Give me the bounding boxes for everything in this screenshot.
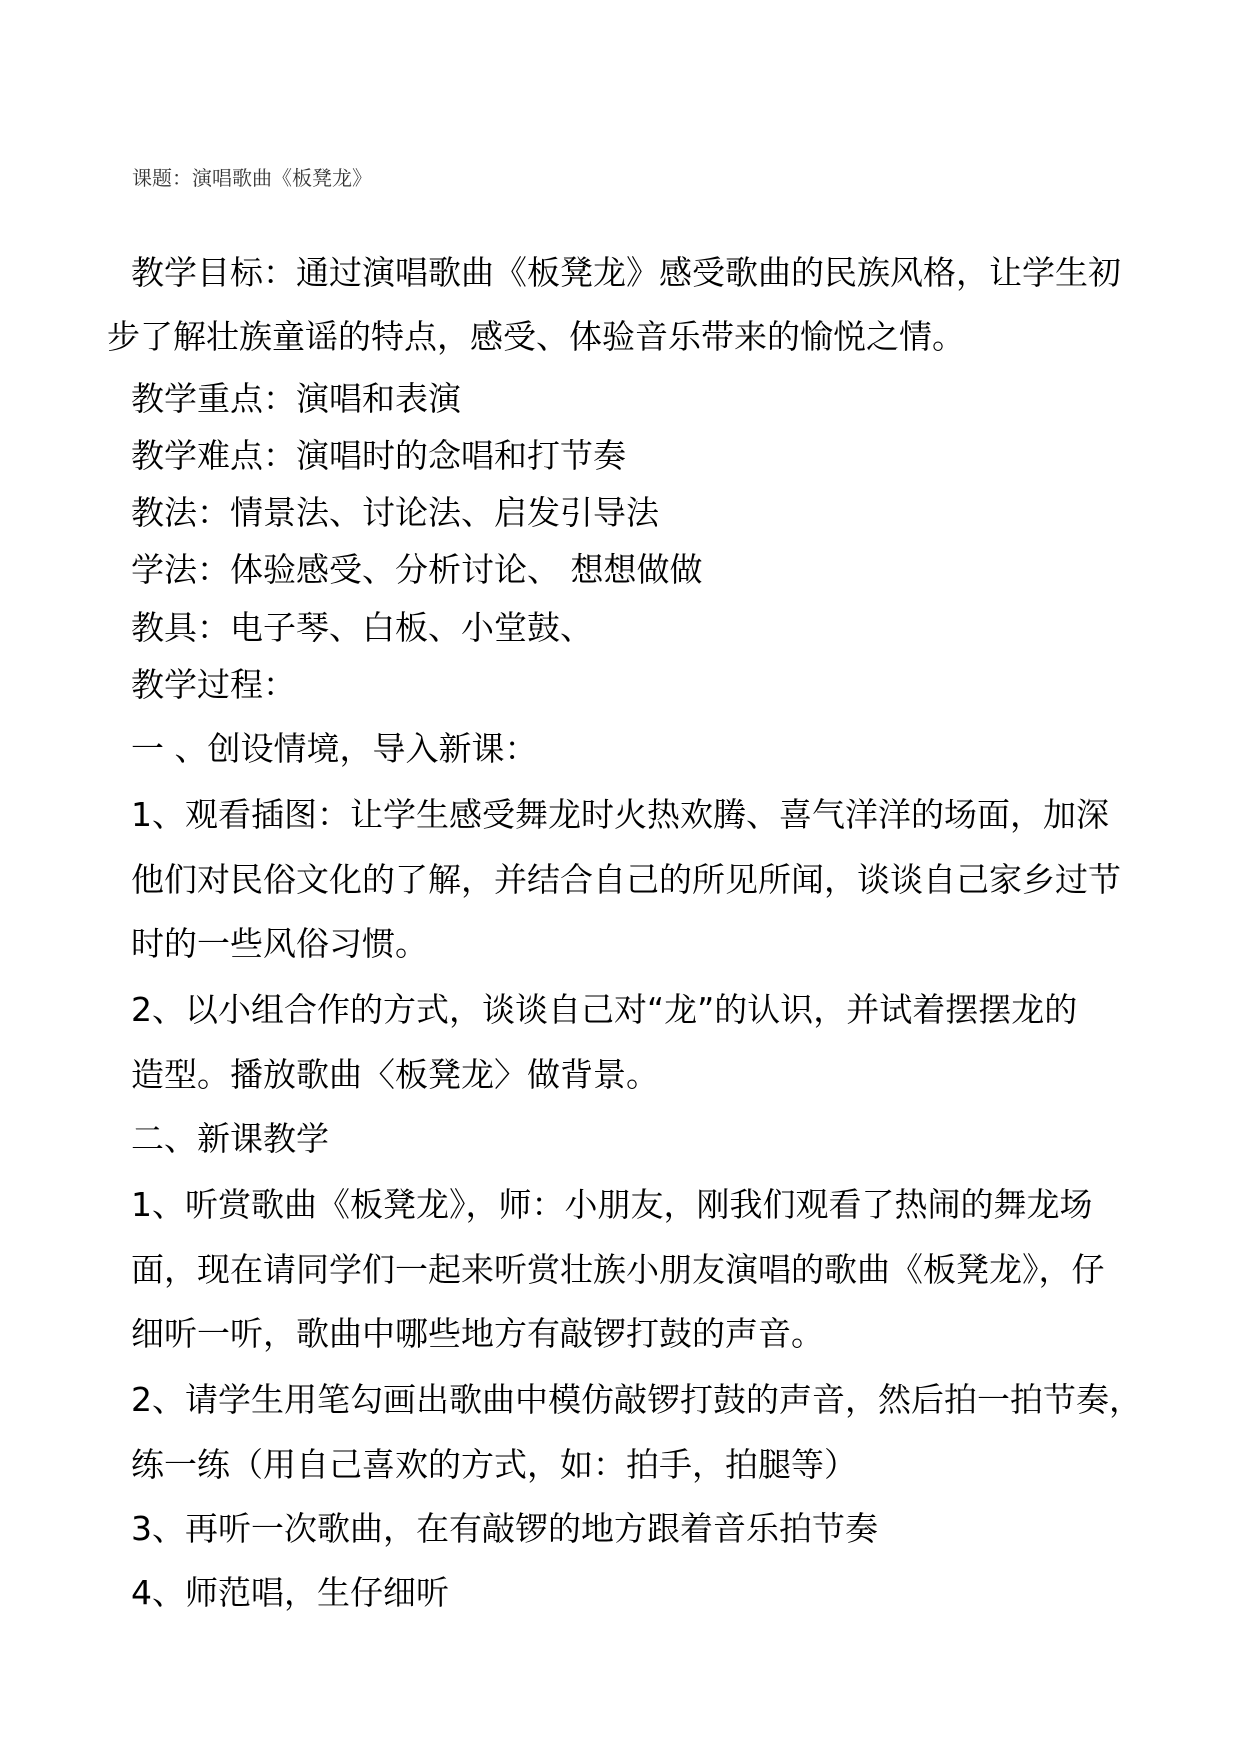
s1-item-1-line-2: 他们对民俗文化的了解，并结合自己的所见所闻，谈谈自己家乡过节 [131,860,1121,899]
learning-method: 学法：体验感受、分析讨论、 想想做做 [131,550,703,589]
key-point: 教学重点：演唱和表演 [131,379,461,418]
section-2-title: 二、新课教学 [131,1119,329,1158]
s1-item-2-line-1: 2、以小组合作的方式，谈谈自己对“龙”的认识，并试着摆摆龙的 [131,990,1078,1029]
s2-item-2-line-2: 练一练（用自己喜欢的方式，如：拍手，拍腿等） [131,1445,857,1484]
process-title: 教学过程： [131,665,296,704]
objective-line-2: 步了解壮族童谣的特点，感受、体验音乐带来的愉悦之情。 [107,317,965,356]
teaching-aids: 教具：电子琴、白板、小堂鼓、 [131,608,593,647]
teaching-method: 教法：情景法、讨论法、启发引导法 [131,493,659,532]
s2-item-2-line-1: 2、请学生用笔勾画出歌曲中模仿敲锣打鼓的声音，然后拍一拍节奏， [131,1380,1142,1419]
s2-item-4: 4、师范唱，生仔细听 [131,1573,449,1612]
difficulty: 教学难点：演唱时的念唱和打节奏 [131,436,626,475]
s1-item-1-line-3: 时的一些风俗习惯。 [131,924,428,963]
objective-line-1: 教学目标：通过演唱歌曲《板凳龙》感受歌曲的民族风格，让学生初 [131,253,1121,292]
s1-item-1-line-1: 1、观看插图：让学生感受舞龙时火热欢腾、喜气洋洋的场面，加深 [131,795,1109,834]
s2-item-1-line-3: 细听一听，歌曲中哪些地方有敲锣打鼓的声音。 [131,1314,824,1353]
section-1-title: 一 、创设情境，导入新课： [131,729,538,768]
s2-item-1-line-1: 1、听赏歌曲《板凳龙》，师：小朋友，刚我们观看了热闹的舞龙场 [131,1185,1093,1224]
s2-item-1-line-2: 面，现在请同学们一起来听赏壮族小朋友演唱的歌曲《板凳龙》，仔 [131,1250,1105,1289]
s2-item-3: 3、再听一次歌曲，在有敲锣的地方跟着音乐拍节奏 [131,1509,878,1548]
lesson-subject: 课题：演唱歌曲《板凳龙》 [132,166,372,190]
s1-item-2-line-2: 造型。播放歌曲〈板凳龙〉做背景。 [131,1055,659,1094]
